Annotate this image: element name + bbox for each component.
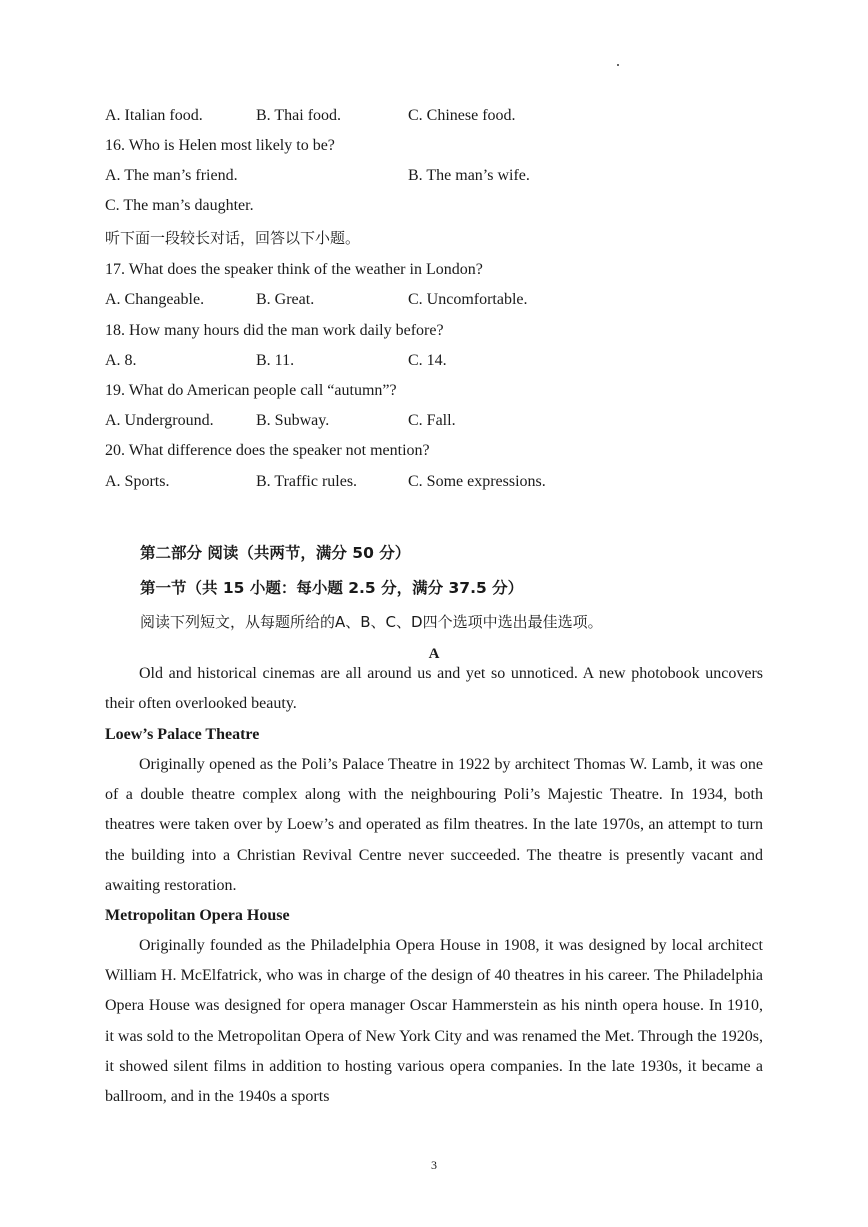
q19-option-b: B. Subway. (256, 412, 330, 429)
q16-option-a: A. The man’s friend. (105, 167, 238, 184)
q17-option-c: C. Uncomfortable. (408, 291, 528, 308)
q17-option-a: A. Changeable. (105, 291, 205, 308)
scan-dot (617, 64, 619, 66)
q20-stem: 20. What difference does the speaker not mention? (105, 442, 430, 459)
q20-option-b: B. Traffic rules. (256, 473, 358, 490)
part2-title: 第二部分 阅读（共两节，满分 50 分） (140, 544, 411, 562)
q19-stem: 19. What do American people call “autumn”? (105, 382, 397, 399)
q16-option-b: B. The man’s wife. (408, 167, 530, 184)
q15-option-b: B. Thai food. (256, 107, 342, 124)
heading-loews-palace: Loew’s Palace Theatre (105, 726, 260, 743)
q17-option-b: B. Great. (256, 291, 315, 308)
q18-option-b: B. 11. (256, 352, 295, 369)
q20-option-c: C. Some expressions. (408, 473, 546, 490)
section1-title: 第一节（共 15 小题：每小题 2.5 分，满分 37.5 分） (140, 579, 524, 597)
paragraph-loews-palace: Originally opened as the Poli’s Palace Theatre in 1922 by architect Thomas W. Lamb, it was one of a double theatre complex along with the neighbouring Poli’s Majestic Theatre. In 1934, both theatres were taken over by Loew’s and operated as film theatres. In the late 1970s, an attempt to turn the building into a Christian Revival Centre never succeeded. The theatre is presently vacant and awaiting restoration. (105, 756, 763, 894)
dialog-instruction: 听下面一段较长对话，回答以下小题。 (105, 229, 361, 247)
passage-label: A (428, 646, 440, 662)
passage-intro: Old and historical cinemas are all around us and yet so unnoticed. A new photobook uncovers their often overlooked beauty. (105, 665, 763, 713)
q18-stem: 18. How many hours did the man work daily before? (105, 322, 444, 339)
q20-option-a: A. Sports. (105, 473, 170, 490)
q15-option-a: A. Italian food. (105, 107, 203, 124)
paragraph-metropolitan-opera: Originally founded as the Philadelphia Opera House in 1908, it was designed by local architect William H. McElfatrick, who was in charge of the design of 40 theatres in his career. The Philadelphia Opera House was designed for opera manager Oscar Hammerstein as his ninth opera house. In 1910, it was sold to the Metropolitan Opera of New York City and was renamed the Met. Through the 1920s, it showed silent films in addition to hosting various opera companies. In the late 1930s, it became a ballroom, and in the 1940s a sports (105, 937, 763, 1106)
q16-option-c: C. The man’s daughter. (105, 197, 254, 214)
page-number: 3 (431, 1158, 437, 1172)
q15-option-c: C. Chinese food. (408, 107, 516, 124)
q16-stem: 16. Who is Helen most likely to be? (105, 137, 335, 154)
q18-option-c: C. 14. (408, 352, 447, 369)
q19-option-c: C. Fall. (408, 412, 456, 429)
q19-option-a: A. Underground. (105, 412, 214, 429)
q17-stem: 17. What does the speaker think of the weather in London? (105, 261, 483, 278)
q18-option-a: A. 8. (105, 352, 137, 369)
reading-instruction: 阅读下列短文，从每题所给的A、B、C、D四个选项中选出最佳选项。 (140, 613, 603, 631)
heading-metropolitan-opera: Metropolitan Opera House (105, 907, 290, 924)
